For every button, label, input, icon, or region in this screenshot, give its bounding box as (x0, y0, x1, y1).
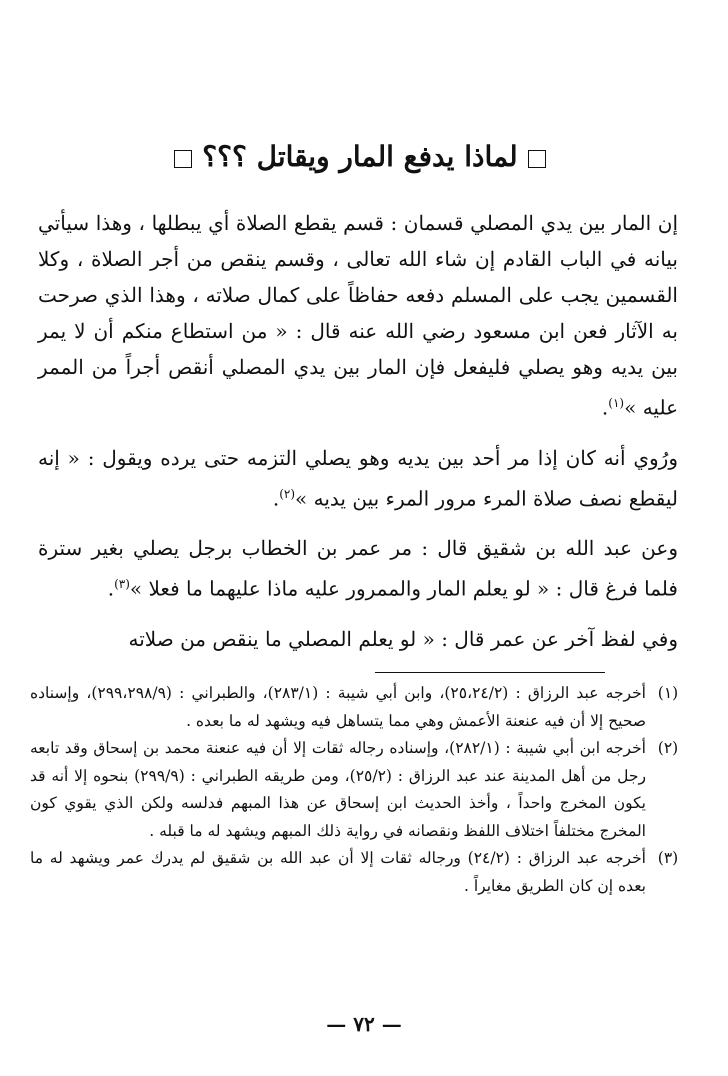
paragraph: وفي لفظ آخر عن عمر قال : « لو يعلم المصلي ما ينقص من صلاته (128, 626, 678, 651)
footnote (30, 735, 690, 845)
footnote (30, 845, 690, 900)
footnote-separator (375, 672, 605, 673)
footnote-text: أخرجه عبد الرزاق : (٢٤/٢) ورجاله ثقات إلا أن عبد الله بن شقيق لم يدرك عمر ويشهد له ما بعده إن كان الطريق مغايراً . (30, 849, 646, 895)
paragraph: ورُوي أنه كان إذا مر أحد بين يديه وهو يصلي التزمه حتى يرده ويقول : « إنه ليقطع نصف صلاة المرء مرور المرء بين يديه »$^{(٢)}$. (38, 445, 678, 511)
page-number: — ٧٢ — (326, 1012, 402, 1036)
footnote-ref: (٢) (279, 486, 296, 501)
square-ornament-icon (528, 150, 546, 168)
section-heading (150, 140, 570, 173)
square-ornament-icon (174, 150, 192, 168)
footnote-number: (١) (657, 684, 679, 702)
body-text (38, 205, 678, 657)
heading-title: لماذا يدفع المار ويقاتل ؟؟؟ (202, 140, 518, 173)
footnotes (30, 680, 690, 900)
paragraph: وعن عبد الله بن شقيق قال : مر عمر بن الخطاب برجل يصلي بغير سترة فلما فرغ قال : « لو يعلم المار والممرور عليه ماذا عليهما ما فعلا »$^{(٣)}$. (38, 536, 678, 601)
footnote-number: (٣) (657, 849, 679, 867)
footnote (30, 680, 690, 735)
footnote-text: أخرجه عبد الرزاق : (٢٥،٢٤/٢)، وابن أبي شيبة : (٢٨٣/١)، والطبراني : (٢٩٩،٢٩٨/٩)، وإسناده صحيح إلا أن فيه عنعنة الأعمش وهي مما يتساهل فيه ويشهد له ما بعده . (30, 684, 646, 730)
paragraph: إن المار بين يدي المصلي قسمان : قسم يقطع الصلاة أي يبطلها ، وهذا سيأتي بيانه في الباب القادم إن شاء الله تعالى ، وقسم ينقص من أجر الصلاة ، وكلا القسمين يجب على المسلم دفعه حفاظاً على كمال صلاته ، وهذا الذي صرحت به الآثار فعن ابن مسعود رضي الله عنه قال : « من استطاع منكم أن لا يمر بين يديه وهو يصلي فليفعل فإن المار بين يدي المصلي أنقص أجراً من الممر عليه »$^{(١)}$. (38, 211, 678, 420)
footnote-text: أخرجه ابن أبي شيبة : (٢٨٢/١)، وإسناده رجاله ثقات إلا أن فيه عنعنة محمد بن إسحاق وقد تابعه رجل من أهل المدينة عند عبد الرزاق : (٢٥/٢)، ومن طريقه الطبراني : (٢٩٩/٩) بنحوه إلا أنه قد يكون المخرج واحداً ، وأخذ الحديث ابن إسحاق عن هذا المبهم فدلسه ولكن الذي يقوي كون المخرج مختلفاً اختلاف اللفظ ونقصانه في رواية ذلك المبهم ويشهد له ما قبله . (30, 739, 646, 840)
footnote-ref: (١) (608, 396, 625, 410)
footnote-ref: (٣) (114, 577, 130, 592)
footnote-number: (٢) (657, 739, 679, 757)
